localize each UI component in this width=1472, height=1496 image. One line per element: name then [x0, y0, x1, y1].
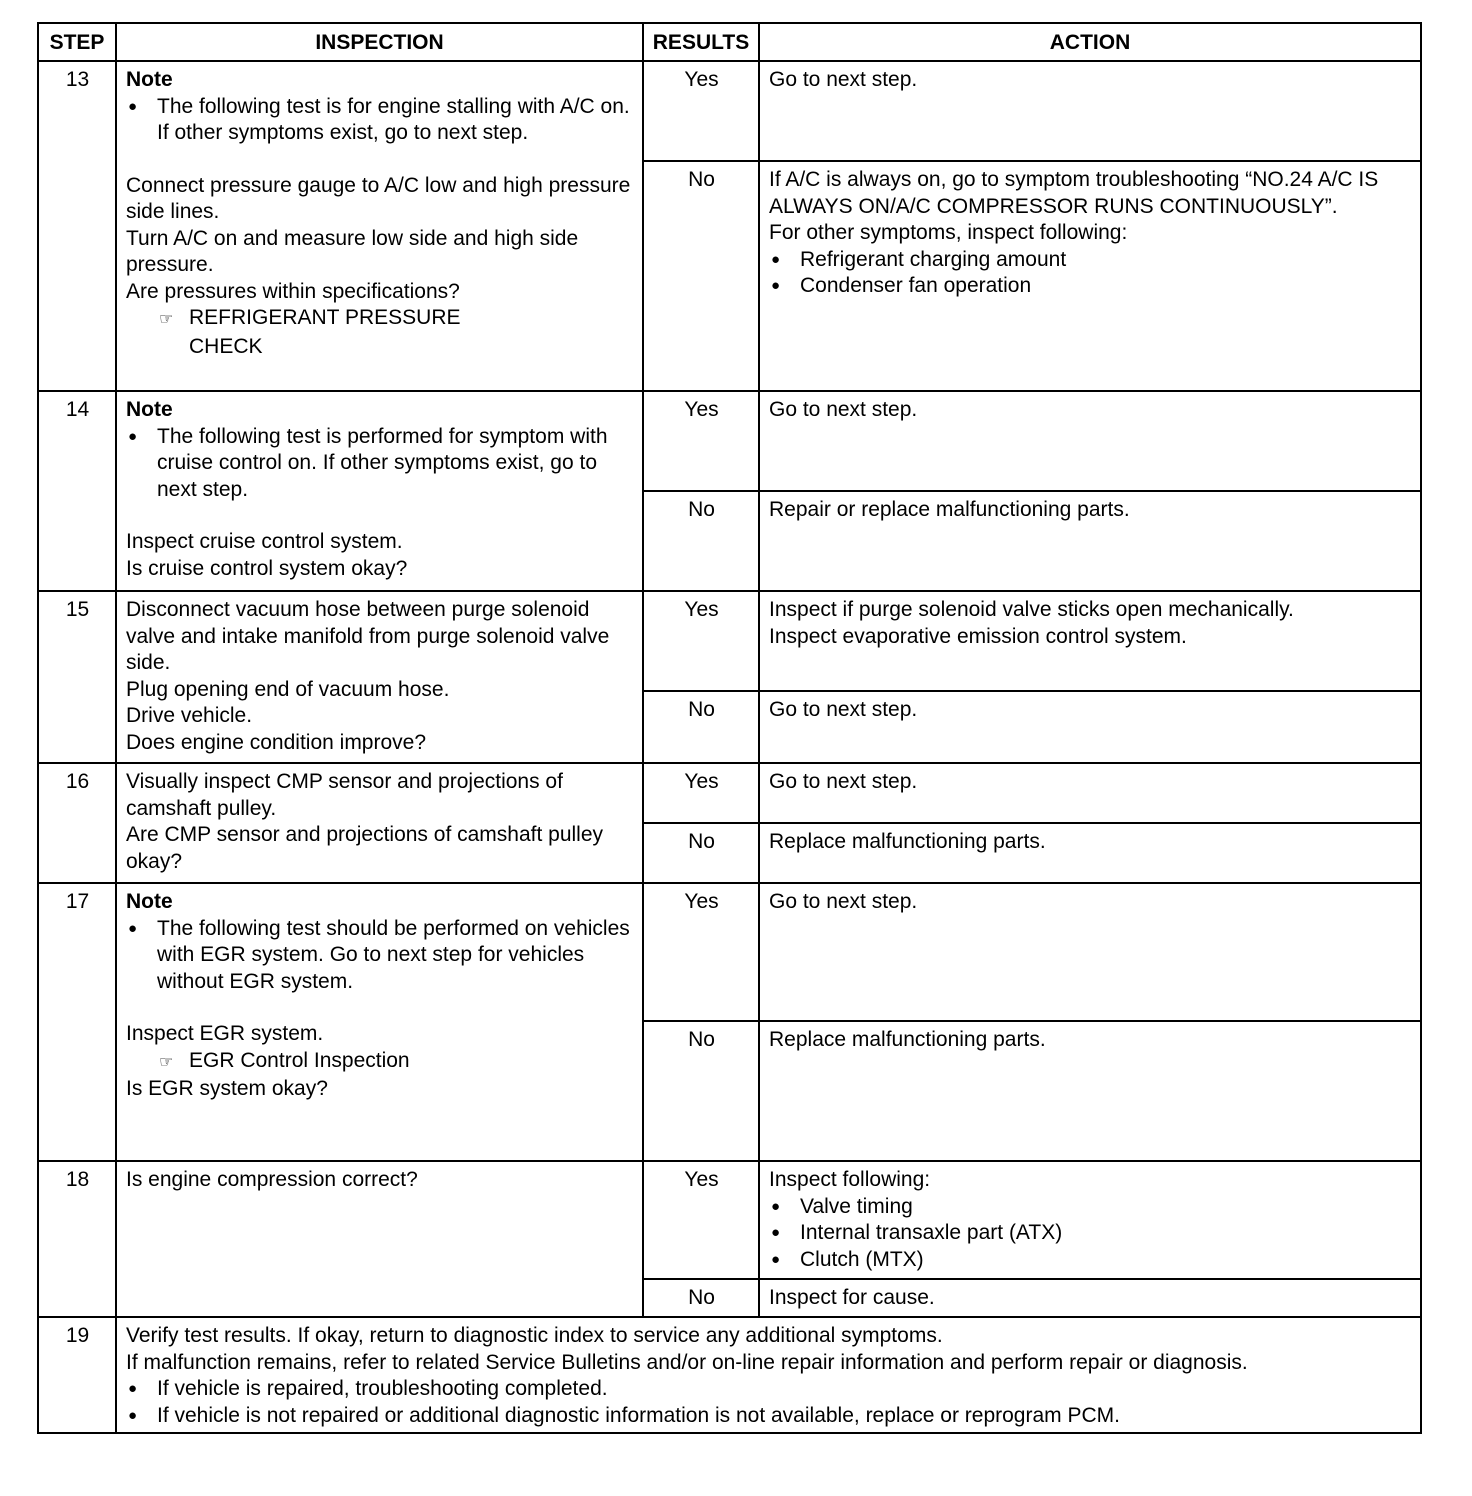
reference-text: REFRIGERANT PRESSURE — [189, 306, 461, 329]
step-13-yes-row — [38, 61, 1421, 161]
inspection-bullet: ● If vehicle is not repaired or additional diagnostic information is not available, replace or reprogram PCM. — [126, 1403, 1412, 1430]
troubleshooting-table — [37, 22, 1422, 1434]
action-no: Inspect for cause. — [759, 1279, 1421, 1317]
action-line: Inspect if purge solenoid valve sticks open mechanically. — [769, 598, 1294, 621]
inspection-line: Verify test results. If okay, return to diagnostic index to service any additional symptoms. — [126, 1324, 943, 1347]
action-yes: Go to next step. — [759, 391, 1421, 491]
inspection-question: Is engine compression correct? — [126, 1168, 418, 1191]
step-15-yes-row — [38, 591, 1421, 691]
step-14-number: 14 — [38, 391, 116, 591]
note-bullet: ● The following test is for engine stalling with A/C on. If other symptoms exist, go to next step. — [126, 94, 634, 147]
action-bullet: ● Clutch (MTX) — [769, 1247, 1412, 1274]
result-yes: Yes — [643, 763, 759, 823]
note-bullet: ● The following test is performed for symptom with cruise control on. If other symptoms exist, go to next step. — [126, 424, 634, 504]
inspection-question: Does engine condition improve? — [126, 730, 427, 754]
result-no: No — [643, 691, 759, 763]
inspection-line: Connect pressure gauge to A/C low and high pressure side lines. — [126, 173, 631, 223]
action-yes — [759, 591, 1421, 691]
action-yes — [759, 1161, 1421, 1279]
header-row — [38, 23, 1421, 61]
reference-link[interactable] — [126, 305, 634, 334]
header-step: STEP — [38, 23, 116, 61]
action-bullet: ● Internal transaxle part (ATX) — [769, 1220, 1412, 1247]
result-yes: Yes — [643, 591, 759, 691]
step-18-number: 18 — [38, 1161, 116, 1317]
note-label: Note — [126, 398, 173, 421]
action-line: For other symptoms, inspect following: — [769, 221, 1128, 244]
reference-text-cont: CHECK — [189, 334, 263, 358]
step-19-row — [38, 1317, 1421, 1433]
action-yes: Go to next step. — [759, 61, 1421, 161]
reference-text: EGR Control Inspection — [189, 1048, 410, 1072]
step-17-inspection — [116, 883, 643, 1161]
note-label: Note — [126, 68, 173, 91]
step-17-yes-row — [38, 883, 1421, 1021]
result-no: No — [643, 1279, 759, 1317]
action-no: Repair or replace malfunctioning parts. — [759, 491, 1421, 591]
result-no: No — [643, 491, 759, 591]
step-19-inspection — [116, 1317, 1421, 1433]
action-no: Go to next step. — [759, 691, 1421, 763]
note-bullet: ● The following test should be performed on vehicles with EGR system. Go to next step for vehicles without EGR system. — [126, 916, 634, 996]
step-18-inspection — [116, 1161, 643, 1317]
action-line: Inspect evaporative emission control system. — [769, 624, 1187, 648]
step-13-inspection — [116, 61, 643, 391]
step-16-yes-row — [38, 763, 1421, 823]
inspection-question: Is EGR system okay? — [126, 1077, 328, 1100]
action-yes: Go to next step. — [759, 883, 1421, 1021]
pointing-hand-icon: ☞ — [159, 311, 172, 328]
reference-link[interactable] — [126, 1048, 634, 1077]
action-line: If A/C is always on, go to symptom troubleshooting “NO.24 A/C IS ALWAYS ON/A/C COMPRESSOR RUNS CONTINUOUSLY”. — [769, 168, 1379, 218]
action-no: Replace malfunctioning parts. — [759, 1021, 1421, 1161]
step-18-yes-row — [38, 1161, 1421, 1279]
step-16-number: 16 — [38, 763, 116, 883]
inspection-question: Are pressures within specifications? — [126, 279, 460, 303]
step-14-yes-row — [38, 391, 1421, 491]
header-action: ACTION — [759, 23, 1421, 61]
inspection-bullet: ● If vehicle is repaired, troubleshooting completed. — [126, 1376, 1412, 1403]
header-inspection: INSPECTION — [116, 23, 643, 61]
note-label: Note — [126, 890, 173, 913]
inspection-line: Inspect EGR system. — [126, 1022, 324, 1045]
inspection-line: Inspect cruise control system. — [126, 530, 403, 553]
step-15-number: 15 — [38, 591, 116, 763]
result-yes: Yes — [643, 1161, 759, 1279]
inspection-line: Visually inspect CMP sensor and projections of camshaft pulley. — [126, 770, 563, 820]
inspection-line: Plug opening end of vacuum hose. — [126, 677, 450, 701]
step-17-number: 17 — [38, 883, 116, 1161]
action-bullet: ● Valve timing — [769, 1194, 1412, 1221]
pointing-hand-icon: ☞ — [159, 1053, 172, 1071]
action-no: Replace malfunctioning parts. — [759, 823, 1421, 883]
result-yes: Yes — [643, 883, 759, 1021]
action-line: Inspect following: — [769, 1168, 931, 1191]
inspection-line: If malfunction remains, refer to related Service Bulletins and/or on-line repair information and perform repair or diagnosis. — [126, 1350, 1248, 1374]
result-no: No — [643, 823, 759, 883]
step-15-inspection — [116, 591, 643, 763]
inspection-line: Drive vehicle. — [126, 704, 253, 727]
step-13-number: 13 — [38, 61, 116, 391]
result-no: No — [643, 1021, 759, 1161]
action-bullet: ● Refrigerant charging amount — [769, 247, 1412, 274]
inspection-question: Is cruise control system okay? — [126, 556, 408, 580]
header-results: RESULTS — [643, 23, 759, 61]
action-yes: Go to next step. — [759, 763, 1421, 823]
inspection-line: Disconnect vacuum hose between purge solenoid valve and intake manifold from purge solenoid valve side. — [126, 598, 610, 674]
inspection-line: Turn A/C on and measure low side and high side pressure. — [126, 226, 579, 276]
step-19-number: 19 — [38, 1317, 116, 1433]
result-no: No — [643, 161, 759, 391]
action-no — [759, 161, 1421, 391]
action-bullet: ● Condenser fan operation — [769, 273, 1412, 300]
result-yes: Yes — [643, 391, 759, 491]
inspection-question: Are CMP sensor and projections of camshaft pulley okay? — [126, 823, 604, 873]
step-14-inspection — [116, 391, 643, 591]
result-yes: Yes — [643, 61, 759, 161]
step-16-inspection — [116, 763, 643, 883]
